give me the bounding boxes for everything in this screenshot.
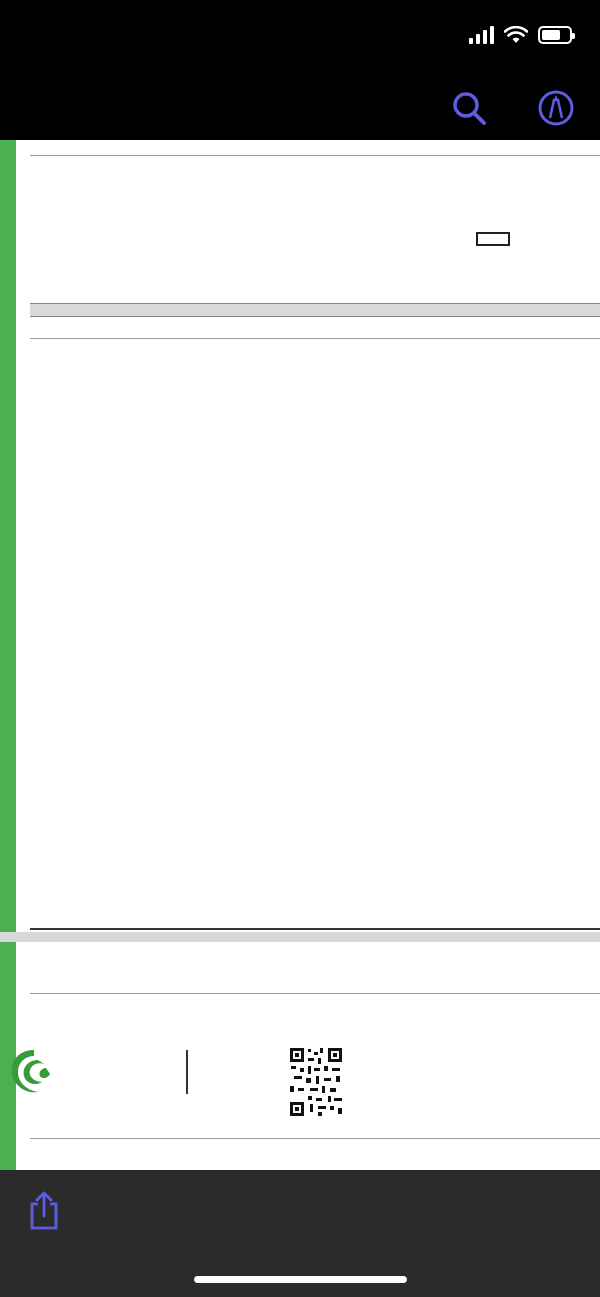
status-icons — [469, 26, 572, 44]
qr-code — [288, 1046, 344, 1118]
divider — [30, 155, 600, 156]
battery-icon — [538, 26, 572, 44]
status-bar — [0, 0, 600, 76]
page-edge-stripe — [0, 140, 16, 932]
cellular-signal-icon — [469, 26, 494, 44]
indicator-box — [476, 232, 510, 246]
divider — [30, 928, 600, 930]
divider — [30, 338, 600, 339]
divider — [30, 1138, 600, 1139]
search-icon[interactable] — [449, 88, 489, 128]
page-separator — [0, 932, 600, 942]
helix-swirl-icon — [8, 1046, 60, 1096]
table-header — [30, 303, 600, 317]
home-indicator[interactable] — [194, 1276, 407, 1283]
divider — [30, 993, 600, 994]
viewer-header — [0, 76, 600, 140]
markup-pen-icon[interactable] — [536, 88, 576, 128]
logo-divider — [186, 1050, 188, 1094]
wifi-icon — [504, 26, 528, 44]
share-icon[interactable] — [26, 1190, 62, 1232]
pdf-page-area[interactable] — [0, 140, 600, 1170]
